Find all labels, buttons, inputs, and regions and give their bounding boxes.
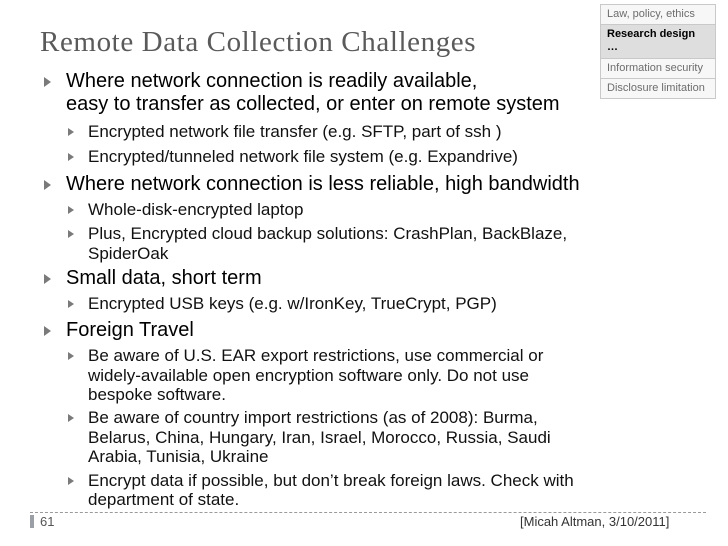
bullet-3-sub-1: Encrypted USB keys (e.g. w/IronKey, TrueCrypt, PGP): [88, 294, 497, 313]
nav-item-disclosure-limitation[interactable]: Disclosure limitation: [600, 78, 716, 99]
nav-item-information-security[interactable]: Information security: [600, 58, 716, 78]
nav-item-law-policy-ethics[interactable]: Law, policy, ethics: [600, 4, 716, 24]
slide-number: 61: [40, 514, 55, 529]
sub-bullet-arrow-icon: [68, 230, 74, 238]
bullet-1-sub-2: Encrypted/tunneled network file system (e.g. Expandrive): [88, 147, 518, 166]
bullet-2-line-1: Where network connection is less reliable, high bandwidth: [66, 173, 580, 195]
bullet-4-sub-1-line-3: bespoke software.: [88, 385, 226, 404]
bullet-4-sub-2-line-1: Be aware of country import restrictions (as of 2008): Burma,: [88, 408, 538, 427]
bullet-arrow-icon: [44, 77, 51, 87]
sub-bullet-arrow-icon: [68, 153, 74, 161]
bullet-arrow-icon: [44, 274, 51, 284]
bullet-4-sub-3-line-1: Encrypt data if possible, but don’t break foreign laws. Check with: [88, 471, 574, 490]
footer-accent-bar: [30, 515, 34, 528]
bullet-4-line-1: Foreign Travel: [66, 319, 194, 341]
bullet-4-sub-2-line-3: Arabia, Tunisia, Ukraine: [88, 447, 269, 466]
sub-bullet-arrow-icon: [68, 352, 74, 360]
bullet-4-sub-3-line-2: department of state.: [88, 490, 240, 509]
bullet-4-sub-1-line-1: Be aware of U.S. EAR export restrictions, use commercial or: [88, 346, 544, 365]
sub-bullet-arrow-icon: [68, 300, 74, 308]
bullet-2-sub-2-line-2: SpiderOak: [88, 244, 169, 263]
bullet-1-line-2: easy to transfer as collected, or enter on remote system: [66, 93, 560, 115]
bullet-arrow-icon: [44, 180, 51, 190]
bullet-4-sub-1-line-2: widely-available open encryption software only. Do not use: [88, 366, 529, 385]
footer-divider: [30, 512, 706, 513]
sub-bullet-arrow-icon: [68, 206, 74, 214]
bullet-4-sub-2-line-2: Belarus, China, Hungary, Iran, Israel, Morocco, Russia, Saudi: [88, 428, 551, 447]
bullet-1-sub-1: Encrypted network file transfer (e.g. SFTP, part of ssh ): [88, 122, 502, 141]
bullet-arrow-icon: [44, 326, 51, 336]
nav-item-research-design[interactable]: Research design …: [600, 24, 716, 58]
bullet-2-sub-1: Whole-disk-encrypted laptop: [88, 200, 304, 219]
section-nav: [600, 4, 716, 99]
slide-title: Remote Data Collection Challenges: [40, 26, 477, 58]
footer-citation: [Micah Altman, 3/10/2011]: [520, 514, 670, 529]
bullet-2-sub-2-line-1: Plus, Encrypted cloud backup solutions: CrashPlan, BackBlaze,: [88, 224, 568, 243]
bullet-3-line-1: Small data, short term: [66, 267, 262, 289]
bullet-1-line-1: Where network connection is readily available,: [66, 70, 478, 92]
sub-bullet-arrow-icon: [68, 128, 74, 136]
sub-bullet-arrow-icon: [68, 477, 74, 485]
sub-bullet-arrow-icon: [68, 414, 74, 422]
